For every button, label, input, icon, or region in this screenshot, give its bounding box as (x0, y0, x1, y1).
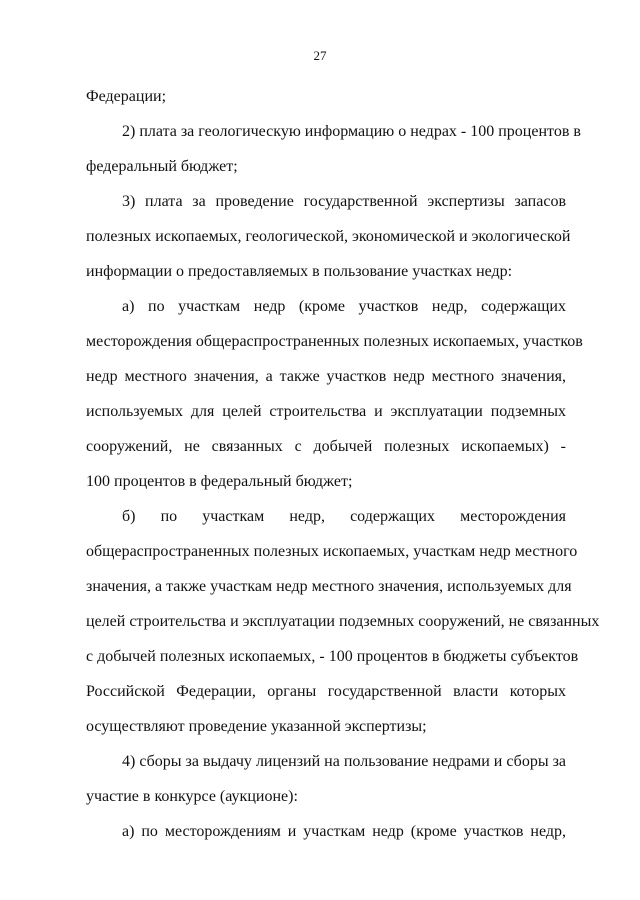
text-line: информации о предоставляемых в пользование участках недр: (86, 263, 513, 280)
text-line: а) по участкам недр (кроме участков недр, содержащих (122, 298, 566, 315)
text-line: б) по участкам недр, содержащих месторождения (122, 508, 566, 525)
text-line: Российской Федерации, органы государственной власти которых (86, 683, 566, 700)
text-line: Федерации; (86, 88, 167, 105)
text-line: федеральный бюджет; (86, 158, 238, 175)
text-line: с добычей полезных ископаемых, - 100 процентов в бюджеты субъектов (86, 648, 579, 665)
text-line: целей строительства и эксплуатации подземных сооружений, не связанных (86, 613, 600, 630)
text-line: полезных ископаемых, геологической, экономической и экологической (86, 228, 571, 245)
text-line: 3) плата за проведение государственной экспертизы запасов (122, 193, 566, 210)
text-line: 4) сборы за выдачу лицензий на пользование недрами и сборы за (122, 753, 566, 770)
text-line: используемых для целей строительства и эксплуатации подземных (86, 403, 566, 420)
document-body (86, 79, 600, 849)
text-line: недр местного значения, а также участков недр местного значения, (86, 368, 566, 385)
text-line: значения, а также участкам недр местного значения, используемых для (86, 578, 572, 595)
page-number: 27 (313, 48, 327, 63)
text-line: 2) плата за геологическую информацию о недрах - 100 процентов в (122, 123, 581, 140)
text-line: 100 процентов в федеральный бюджет; (86, 473, 353, 490)
text-line: месторождения общераспространенных полезных ископаемых, участков (86, 333, 583, 350)
text-line: общераспространенных полезных ископаемых, участкам недр местного (86, 543, 578, 560)
text-line: осуществляют проведение указанной экспертизы; (86, 718, 427, 735)
text-line: сооружений, не связанных с добычей полезных ископаемых) - (86, 438, 566, 455)
text-line: участие в конкурсе (аукционе): (86, 788, 298, 805)
text-line: а) по месторождениям и участкам недр (кроме участков недр, (122, 823, 566, 840)
